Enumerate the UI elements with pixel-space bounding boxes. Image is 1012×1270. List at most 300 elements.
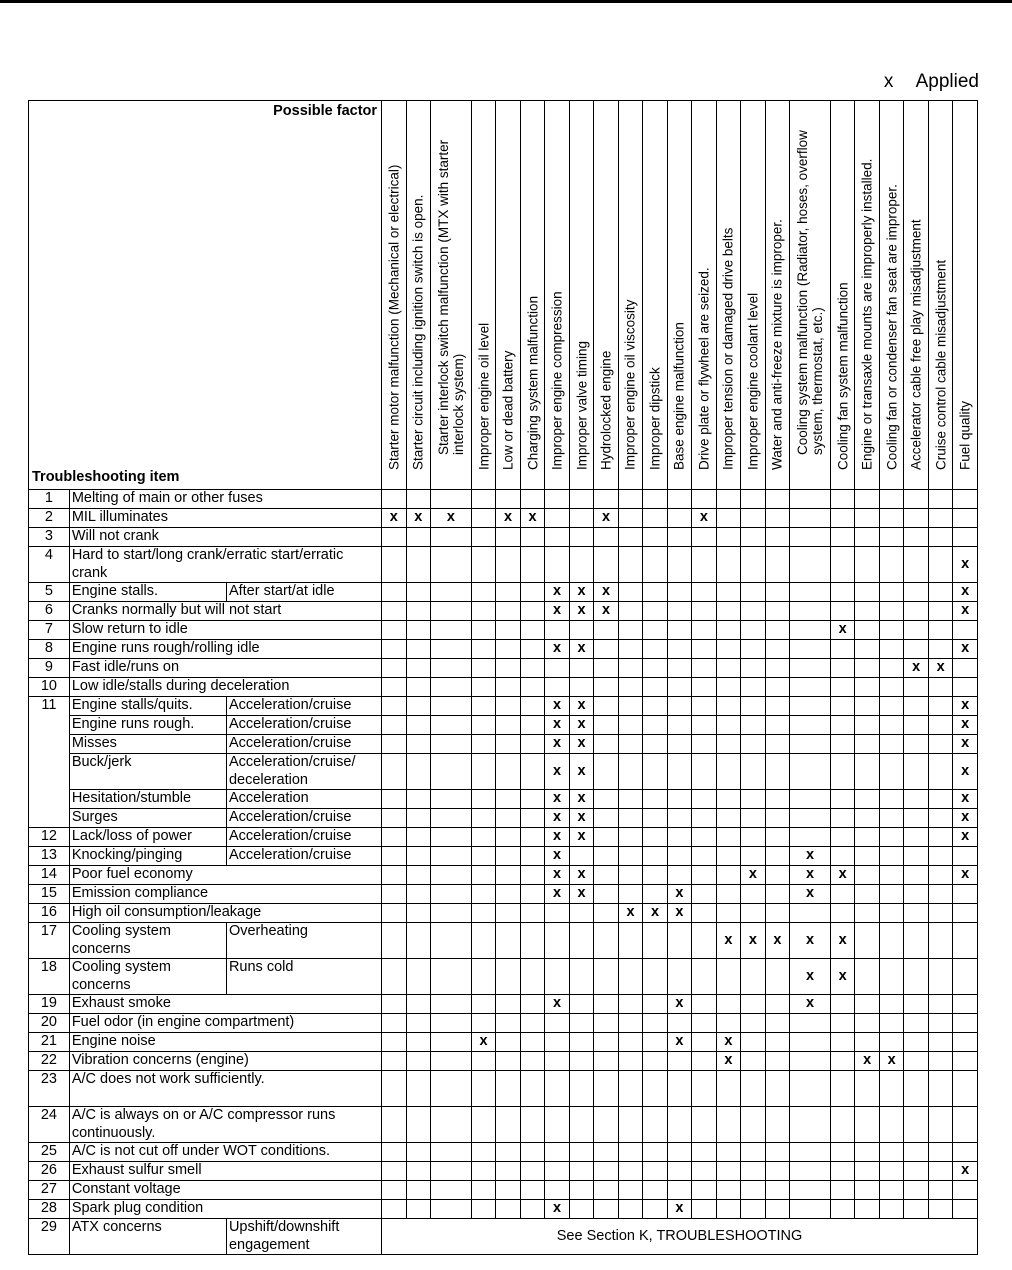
row-item: Surges (69, 809, 226, 828)
mark-cell (406, 697, 430, 716)
applied-mark: x (716, 923, 740, 959)
mark-cell (928, 866, 952, 885)
mark-cell (594, 640, 618, 659)
mark-cell (643, 995, 667, 1014)
possible-factor-label: Possible factor (273, 103, 378, 119)
table-row (29, 716, 978, 735)
mark-cell (594, 923, 618, 959)
mark-cell (471, 547, 495, 583)
mark-cell (431, 735, 472, 754)
mark-cell (855, 754, 879, 790)
row-number: 24 (29, 1107, 70, 1143)
table-row (29, 583, 978, 602)
mark-cell (667, 735, 691, 754)
mark-cell (928, 1014, 952, 1033)
mark-cell (471, 828, 495, 847)
mark-cell (594, 809, 618, 828)
mark-cell (496, 678, 520, 697)
mark-cell (879, 885, 903, 904)
mark-cell (618, 1033, 642, 1052)
mark-cell (855, 583, 879, 602)
applied-mark: x (953, 697, 978, 716)
mark-cell (431, 923, 472, 959)
mark-cell (692, 1162, 716, 1181)
mark-cell (830, 790, 854, 809)
row-number: 23 (29, 1071, 70, 1107)
mark-cell (904, 621, 928, 640)
mark-cell (879, 1200, 903, 1219)
mark-cell (496, 923, 520, 959)
mark-cell (830, 1071, 854, 1107)
mark-cell (879, 790, 903, 809)
applied-mark: x (830, 923, 854, 959)
mark-cell (716, 716, 740, 735)
mark-cell (520, 490, 544, 509)
mark-cell (618, 1200, 642, 1219)
mark-cell (382, 1071, 406, 1107)
applied-mark: x (545, 735, 569, 754)
mark-cell (618, 1143, 642, 1162)
applied-mark: x (953, 640, 978, 659)
mark-cell (692, 1071, 716, 1107)
factor-header (431, 101, 472, 490)
mark-cell (406, 1200, 430, 1219)
mark-cell (790, 697, 831, 716)
mark-cell (520, 885, 544, 904)
mark-cell (594, 490, 618, 509)
mark-cell (830, 735, 854, 754)
row-item: Cranks normally but will not start (69, 602, 381, 621)
mark-cell (431, 847, 472, 866)
mark-cell (643, 583, 667, 602)
mark-cell (765, 659, 789, 678)
applied-mark: x (545, 885, 569, 904)
applied-mark: x (569, 866, 593, 885)
mark-cell (904, 995, 928, 1014)
factor-label: Accelerator cable free play misadjustment (908, 219, 924, 470)
mark-cell (953, 904, 978, 923)
mark-cell (431, 716, 472, 735)
mark-cell (692, 1200, 716, 1219)
mark-cell (928, 547, 952, 583)
mark-cell (765, 1014, 789, 1033)
mark-cell (569, 1107, 593, 1143)
factor-header (667, 101, 691, 490)
factor-label: Starter motor malfunction (Mechanical or electrical) (386, 164, 402, 470)
mark-cell (716, 640, 740, 659)
mark-cell (830, 885, 854, 904)
mark-cell (569, 923, 593, 959)
mark-cell (765, 904, 789, 923)
row-item: Cooling system concerns (69, 923, 226, 959)
mark-cell (643, 1071, 667, 1107)
mark-cell (618, 1014, 642, 1033)
mark-cell (406, 1071, 430, 1107)
mark-cell (569, 995, 593, 1014)
mark-cell (741, 1200, 765, 1219)
mark-cell (520, 547, 544, 583)
mark-cell (904, 1181, 928, 1200)
row-number: 25 (29, 1143, 70, 1162)
factor-label: Improper engine coolant level (745, 292, 761, 470)
mark-cell (855, 923, 879, 959)
mark-cell (496, 621, 520, 640)
mark-cell (618, 847, 642, 866)
mark-cell (618, 809, 642, 828)
mark-cell (496, 697, 520, 716)
mark-cell (471, 602, 495, 621)
mark-cell (716, 490, 740, 509)
mark-cell (569, 509, 593, 528)
applied-mark: x (545, 1200, 569, 1219)
applied-mark: x (545, 583, 569, 602)
mark-cell (953, 923, 978, 959)
row-number: 15 (29, 885, 70, 904)
mark-cell (594, 528, 618, 547)
mark-cell (928, 828, 952, 847)
mark-cell (716, 959, 740, 995)
mark-cell (716, 904, 740, 923)
table-row (29, 509, 978, 528)
mark-cell (382, 621, 406, 640)
mark-cell (928, 995, 952, 1014)
mark-cell (692, 1014, 716, 1033)
mark-cell (904, 885, 928, 904)
mark-cell (594, 621, 618, 640)
mark-cell (569, 847, 593, 866)
applied-mark: x (643, 904, 667, 923)
mark-cell (692, 602, 716, 621)
table-row (29, 754, 978, 790)
mark-cell (830, 583, 854, 602)
mark-cell (594, 1143, 618, 1162)
applied-mark: x (594, 509, 618, 528)
applied-mark: x (741, 866, 765, 885)
mark-cell (953, 509, 978, 528)
factor-header (618, 101, 642, 490)
factor-label: Base engine malfunction (671, 322, 687, 470)
mark-cell (904, 866, 928, 885)
row-number: 19 (29, 995, 70, 1014)
row-item: Engine runs rough/rolling idle (69, 640, 381, 659)
mark-cell (643, 528, 667, 547)
mark-cell (879, 923, 903, 959)
mark-cell (406, 490, 430, 509)
mark-cell (496, 490, 520, 509)
mark-cell (431, 790, 472, 809)
mark-cell (406, 659, 430, 678)
mark-cell (741, 959, 765, 995)
mark-cell (618, 735, 642, 754)
mark-cell (667, 959, 691, 995)
mark-cell (667, 659, 691, 678)
table-row (29, 528, 978, 547)
applied-mark: x (790, 885, 831, 904)
mark-cell (741, 583, 765, 602)
mark-cell (741, 809, 765, 828)
row-number: 9 (29, 659, 70, 678)
applied-mark: x (953, 754, 978, 790)
mark-cell (643, 659, 667, 678)
mark-cell (765, 735, 789, 754)
mark-cell (790, 790, 831, 809)
applied-mark: x (904, 659, 928, 678)
table-row (29, 1200, 978, 1219)
mark-cell (594, 828, 618, 847)
mark-cell (431, 995, 472, 1014)
mark-cell (904, 1014, 928, 1033)
mark-cell (406, 847, 430, 866)
row-number: 22 (29, 1052, 70, 1071)
applied-mark: x (667, 995, 691, 1014)
mark-cell (953, 1014, 978, 1033)
mark-cell (904, 828, 928, 847)
mark-cell (667, 640, 691, 659)
mark-cell (496, 735, 520, 754)
factor-label: Water and anti-freeze mixture is improper. (769, 219, 785, 470)
applied-mark: x (667, 885, 691, 904)
factor-header (855, 101, 879, 490)
table-row (29, 1219, 978, 1255)
row-item: Misses (69, 735, 226, 754)
mark-cell (406, 1162, 430, 1181)
mark-cell (928, 1162, 952, 1181)
mark-cell (496, 790, 520, 809)
mark-cell (382, 640, 406, 659)
mark-cell (904, 1071, 928, 1107)
factor-header (496, 101, 520, 490)
mark-cell (830, 828, 854, 847)
mark-cell (471, 995, 495, 1014)
mark-cell (692, 735, 716, 754)
mark-cell (406, 923, 430, 959)
mark-cell (855, 735, 879, 754)
mark-cell (830, 1107, 854, 1143)
mark-cell (496, 659, 520, 678)
mark-cell (382, 490, 406, 509)
mark-cell (716, 885, 740, 904)
mark-cell (879, 904, 903, 923)
factor-label: Fuel quality (957, 400, 973, 470)
mark-cell (765, 1200, 789, 1219)
mark-cell (643, 790, 667, 809)
mark-cell (643, 1143, 667, 1162)
mark-cell (406, 735, 430, 754)
mark-cell (692, 621, 716, 640)
row-item: Exhaust sulfur smell (69, 1162, 381, 1181)
mark-cell (741, 904, 765, 923)
row-number: 16 (29, 904, 70, 923)
factor-label: Low or dead battery (500, 350, 516, 470)
applied-mark: x (953, 790, 978, 809)
mark-cell (618, 716, 642, 735)
mark-cell (716, 866, 740, 885)
mark-cell (855, 1107, 879, 1143)
mark-cell (594, 847, 618, 866)
mark-cell (879, 735, 903, 754)
mark-cell (879, 583, 903, 602)
applied-mark: x (953, 547, 978, 583)
mark-cell (594, 1162, 618, 1181)
mark-cell (953, 885, 978, 904)
mark-cell (618, 1052, 642, 1071)
mark-cell (765, 697, 789, 716)
mark-cell (928, 490, 952, 509)
mark-cell (643, 809, 667, 828)
mark-cell (741, 678, 765, 697)
mark-cell (520, 959, 544, 995)
mark-cell (928, 790, 952, 809)
mark-cell (790, 490, 831, 509)
mark-cell (879, 1014, 903, 1033)
mark-cell (741, 828, 765, 847)
mark-cell (855, 1162, 879, 1181)
mark-cell (382, 866, 406, 885)
applied-mark: x (830, 621, 854, 640)
mark-cell (667, 923, 691, 959)
mark-cell (855, 1200, 879, 1219)
mark-cell (716, 754, 740, 790)
row-number: 1 (29, 490, 70, 509)
mark-cell (431, 640, 472, 659)
mark-cell (741, 1162, 765, 1181)
mark-cell (667, 828, 691, 847)
mark-cell (855, 1071, 879, 1107)
mark-cell (928, 1052, 952, 1071)
row-number: 6 (29, 602, 70, 621)
mark-cell (790, 904, 831, 923)
mark-cell (594, 754, 618, 790)
mark-cell (790, 1200, 831, 1219)
mark-cell (953, 1107, 978, 1143)
mark-cell (790, 678, 831, 697)
applied-mark: x (953, 828, 978, 847)
mark-cell (765, 716, 789, 735)
factor-label: Drive plate or flywheel are seized. (696, 267, 712, 470)
factor-header (790, 101, 831, 490)
mark-cell (790, 621, 831, 640)
table-row (29, 828, 978, 847)
row-number: 10 (29, 678, 70, 697)
mark-cell (855, 640, 879, 659)
mark-cell (471, 528, 495, 547)
mark-cell (618, 547, 642, 583)
mark-cell (545, 490, 569, 509)
mark-cell (667, 1071, 691, 1107)
mark-cell (569, 659, 593, 678)
table-row (29, 1143, 978, 1162)
row-item: Emission compliance (69, 885, 381, 904)
mark-cell (830, 754, 854, 790)
mark-cell (765, 1071, 789, 1107)
mark-cell (643, 547, 667, 583)
row-item: Poor fuel economy (69, 866, 381, 885)
mark-cell (643, 1107, 667, 1143)
applied-mark: x (569, 809, 593, 828)
mark-cell (855, 621, 879, 640)
mark-cell (667, 1162, 691, 1181)
mark-cell (643, 621, 667, 640)
mark-cell (790, 1014, 831, 1033)
row-condition: Upshift/downshift engagement (226, 1219, 381, 1255)
mark-cell (741, 509, 765, 528)
mark-cell (716, 790, 740, 809)
mark-cell (953, 995, 978, 1014)
header-corner (29, 101, 382, 490)
mark-cell (830, 547, 854, 583)
mark-cell (953, 1071, 978, 1107)
table-row (29, 809, 978, 828)
mark-cell (594, 1107, 618, 1143)
mark-cell (431, 809, 472, 828)
mark-cell (904, 1200, 928, 1219)
mark-cell (667, 1181, 691, 1200)
mark-cell (667, 602, 691, 621)
mark-cell (879, 809, 903, 828)
mark-cell (667, 678, 691, 697)
applied-mark: x (545, 809, 569, 828)
mark-cell (667, 547, 691, 583)
mark-cell (879, 1181, 903, 1200)
mark-cell (594, 1071, 618, 1107)
row-number: 29 (29, 1219, 70, 1255)
mark-cell (496, 995, 520, 1014)
mark-cell (569, 1200, 593, 1219)
table-row (29, 490, 978, 509)
mark-cell (692, 995, 716, 1014)
mark-cell (520, 847, 544, 866)
mark-cell (692, 716, 716, 735)
factor-label: Cooling system malfunction (Radiator, hoses, overflow system, thermostat, etc.) (795, 130, 826, 455)
row-condition: Acceleration/cruise/ deceleration (226, 754, 381, 790)
mark-cell (406, 809, 430, 828)
mark-cell (618, 509, 642, 528)
mark-cell (830, 1033, 854, 1052)
mark-cell (618, 995, 642, 1014)
mark-cell (643, 602, 667, 621)
section-reference: See Section K, TROUBLESHOOTING (382, 1219, 978, 1255)
mark-cell (618, 659, 642, 678)
mark-cell (594, 697, 618, 716)
mark-cell (716, 1143, 740, 1162)
mark-cell (471, 1052, 495, 1071)
row-item: ATX concerns (69, 1219, 226, 1255)
mark-cell (643, 828, 667, 847)
mark-cell (855, 866, 879, 885)
mark-cell (431, 1143, 472, 1162)
mark-cell (716, 828, 740, 847)
mark-cell (569, 1014, 593, 1033)
mark-cell (928, 959, 952, 995)
mark-cell (855, 528, 879, 547)
mark-cell (496, 904, 520, 923)
mark-cell (382, 828, 406, 847)
mark-cell (953, 1200, 978, 1219)
mark-cell (431, 1033, 472, 1052)
mark-cell (855, 509, 879, 528)
mark-cell (692, 1143, 716, 1162)
factor-header (904, 101, 928, 490)
mark-cell (741, 735, 765, 754)
mark-cell (569, 678, 593, 697)
row-item: Engine noise (69, 1033, 381, 1052)
mark-cell (594, 659, 618, 678)
applied-mark: x (594, 583, 618, 602)
mark-cell (406, 1033, 430, 1052)
mark-cell (643, 640, 667, 659)
row-condition: Acceleration/cruise (226, 735, 381, 754)
factor-header (406, 101, 430, 490)
